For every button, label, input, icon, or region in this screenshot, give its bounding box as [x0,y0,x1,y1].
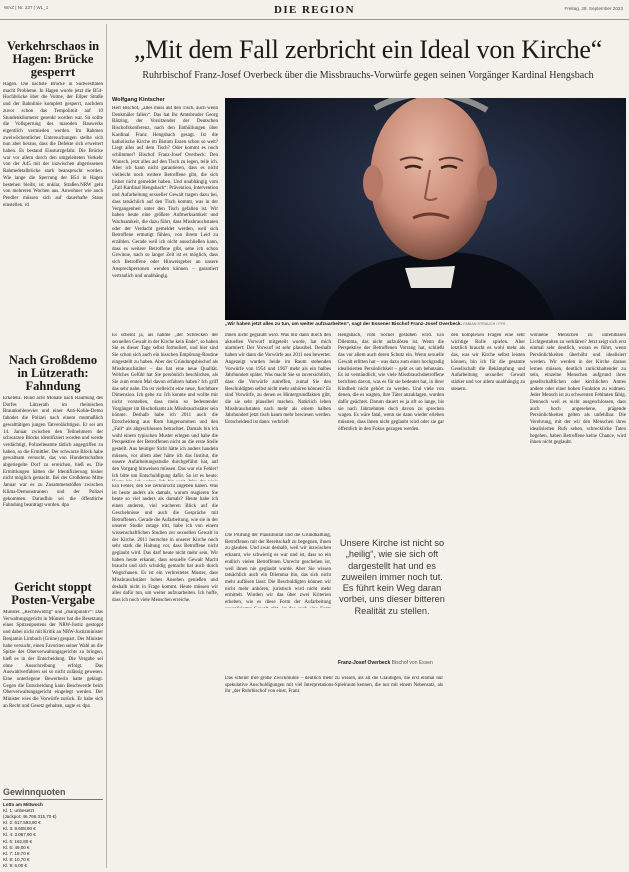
lottery-row: Kl. 8: 10,70 € [3,856,30,862]
page-header [0,0,629,20]
author-byline: Wolfgang Kintscher [112,97,165,103]
interview-text: Herr Bischof, „alles muss auf den Tisch, auch wenn Denkmäler fallen“. Das hat Ihr Amtsbruder Georg Bätzing, der Vorsitzender der Deutschen Bischofskonferenz, nach den Enthüllungen über Kardinal Franz Hengsbach gesagt. Ist die katholische Kirche im Bistum Essen schon so weit? Liegt alles auf dem Tisch? Oder kommt es noch schlimmer? Bischof Franz-Josef Overbeck: Den Wunsch, jetzt alles auf den Tisch zu legen, teile ich. Aber ich kann nicht garantieren, dass es nicht vielleicht noch weitere Betroffene gibt, die sich bisher nicht gemeldet haben. Und unabhängig vom „Fall Kardinal Hengsbach“: Prävention, Intervention und Aufarbeitung sexueller Gewalt tragen dazu bei, dass tatsächlich auf den Tisch kommt, was in der Vergangenheit unter den Tisch gefallen ist. Wir haben heute eine größere Aufmerksamkeit und Wachsamkeit, die dazu führt, dass Missbrauchstaten oder der Verdacht gemeldet werden, weil sich Betroffene ermutigt fühlen, von ihrem Leid zu erzählen. Gerade weil ich nicht ausschließen kann, dass es weitere Betroffene gibt, sehe ich schon Gewinne, nach so langer Zeit ist es möglich, dass sich Betroffene oder Hinweisgeber an unsere Ansprechpersonen wenden können – garantiert vertraulich und unabhängig. [112,106,218,279]
interview-text: Das scheint Ihre große Zwickmühle – deutlich mehr zu wissen, als all die Gläubigen, die erst einmal nur spekulative Anschuldigungen mit viel Interpretations-Spielraum kennen, die nur mit einem Nebensatz, als ihr „der Ruhrbischof von einst, Franz [225,676,443,695]
interview-text: ihnen nicht geglaubt wird. Was mir dann durch den aktuellen Vorwurf mitgeteilt wurde, hat mich alarmiert: Der Vorwurf ist sehr plausibel. Deshalb haben wir dann die Vorwürfe aus 2011 neu bewertet. Angezeigt wurden beide im Raum stehenden Vorwürfe von 1954 und 1967 mehr als ein halbes Jahrhundert später. Was macht Sie so zuversichtlich, dass die Vorwürfe zutreffen, zumal Sie den Beschuldigten selbst nicht mehr anhören können? Es sind Vorwürfe, zu denen es Hintergrundfakten gibt, die sie sehr plausibel machen. Natürlich leben Missbrauchstaten nach mehr als einem halben Jahrhundert jetzt tisch kaum mehr bewiesen werden. Entscheidend ist dann: verbrieft [225,333,331,426]
interview-column-1 [112,106,218,324]
issue-date: Freitag, 29. September 2023 [564,6,623,11]
article-body: Erkelenz. Rund acht Monate nach Räumung des Dorfes Lützerath im rheinischen Braunkohlerevier und einer Anti-Kohle-Demo fahndet die Polizei nach einem mutmaßlich gewalttätigen jungen Tatverdächtigen. Er sei am 14. Januar zwischen den Teilnehmern der schwarzen Blocks identifiziert worden und werde verdächtigt, Polizeibeamte tätlich angegriffen zu haben, so die Ermittler. Der schwarze Block habe gewaltsam versucht, das von Hundertschaften abgeriegelte Dorf zu erreichen, hieß es. Die Ermittlungen hätten die Identifizierung bisher nicht möglich gemacht. Bei der Großdemo Mitte Januar war es zu Zusammenstößen zwischen Klima-Demonstranten und der Polizei gekommen. Daraufhin sei die öffentliche Fahndung beantragt worden. dpa [3,396,103,509]
pull-quote-role: Bischof von Essen [391,660,433,666]
interview-text: wonnene Menschen zu unfehlbaren Lichtgestalten zu verklären? Jetzt zeigt sich erst einmal sehr deutlich, woran es führt, wenn Persönlichkeiten überhöht und idealisiert werden. Wir werden in der Kirche daraus lernen müssen, deutlich zurückhaltender zu sein, einzelne Menschen aufgrund ihres gesellschaftlichen oder kirchlichen Amtes andere oder einer hohen Funktion zu widmen. Jeder Mensch ist zu schwersten Fehltaten fähig. Dennoch weil es nicht ausgeschlossen, dass auch hoch angesehene, prägende Persönlichkeiten gelten als unfehlbar. Die Verehrung, mit der wir den Menschen ihres idealisierten Rufs sehen, schreckliche Taten begehen, haben Betroffene keine Chance, wird ihnen nicht geglaubt. [530,333,626,446]
interview-column-5 [530,333,626,866]
article-body: Münster. „Rechtswidrig“ und „manipulativ“: Das Verwaltungsgericht in Münster hat die Besetzung eines Spitzenpostens der NRW-Justiz gestoppt und dabei nicht mit Kritik an NRW-Justizminister Benjamin Limbach (Grüne) gespart. Der Minister habe versucht, einen Favoriten seiner Wahl an die Spitze des Oberverwaltungsgerichts zu bringen, hieß es in der Entscheidung. Die Vergabe sei ohne Ausschreibung erfolgt. Das Auswahlverfahren sei so nicht zulässig gewesen. Eine unterlegene Bewerberin hatte geklagt. Gegen die Entscheidung kann Beschwerde beim Oberverwaltungsgericht eingelegt werden. Der Minister wies die Vorwürfe zurück. Er habe sich an Recht und Gesetz gehalten, sagte er. dpa [3,610,103,709]
interview-column-2 [225,333,331,528]
column-divider [106,24,107,868]
interview-text: den komplexen Fragen eine sehr wichtige Rolle spielen. Aber letztlich braucht es wohl mehr als das, was wir Kirche selbst leisten können, bin ich für die gesamte Gesellschaft die Bekämpfung und Aufarbeitung sexueller Gewalt stärker und vor allem unabhängig zu steuern. [451,333,525,392]
lottery-row: Kl. 4: 3.067,90 € [3,832,36,838]
lottery-row: (Jackpot: 46.766.315,70 €) [3,814,57,820]
article-headline: Verkehrschaos in Hagen: Brücke gesperrt [6,39,100,79]
pull-quote-name: Franz-Josef Overbeck [338,660,391,666]
section-title: DIE REGION [274,4,355,16]
pull-quote: Unsere Kirche ist nicht so „heilig“, wie sie sich oft dargestellt hat und es zuweilen immer noch tut. Es führt kein Weg daran vorbei, uns dieser bitteren Realität zu stellen. [339,538,445,616]
issue-meta: WAZ | Nr. 227 | WL_1 [4,5,49,10]
interview-text: Es scheint ja, als nähme „der Schrecken der sexuellen Gewalt in der Kirche kein Ende“, so haben Sie es dieser Tage selbst formuliert, und hier sind Sie schon sich auch ein hisschen Empörung-Routine eingestellt zu haben. Aber der Gründungsbischof als Missbrauchstäter – das hat eine neue Qualität. Welches Gefühl hat Sie persönlich beschlichen, als Sie zum ersten Mal davon erfahren haben? Ich griff das sehr nahe. Da ist vielleicht eine neue, furchtbare Dimension. Ich gebe zu: Ich konnte und wollte mir nicht vorstellen, dass mein so bedeutender Vorgänger im Bischofsamt als Missbrauchstäter sein könnte. Deshalb habe ich 2011 auch die Entscheidung aus Rom hingenommen und den „Fall“ als abgeschlossen betrachtet. Damals bin ich wohl einem typischen Muster erlegen und habe die Perspektive der Betroffenen nicht an die erste Stelle gestellt. Aus heutiger Sicht hätte ich anders handeln müssen, vor allem aber hätte ich das Institut, die unsere Aufarbeitungsstudie durchgeführt hat, auf den Vorgang hinweisen müssen. Das war ein Fehler! Ich bitte um Entschuldigung dafür. So ist es heute: [112,333,218,479]
interview-column-4 [451,333,525,866]
interview-column-2-mid [225,533,331,608]
caption-text: „Wir haben jetzt alles zu tun, um weiter aufzuarbeiten“, sagt der Essener Bischof Franz-Josef Overbeck. [225,322,462,327]
lottery-row: Kl. 2: 617.593,90 € [3,820,41,826]
lottery-results [3,802,103,868]
left-column [3,23,103,868]
interview-text: Hengsbach, vom Sockel gestoßen wird. Ein Dilemma, das nicht aufzulösen ist. Wenn die Perspektive der Betroffenen Vorrang hat, schließt das vor allem auch deren Schutz ein. Wenn sexuelle Gewalt erlitten hat – was dazu zum einer hochgradig idealisierten Persönlichkeit – geht es um behutsam. Es ist verständlich, wie viele Missbrauchsbetroffene berichten davon, was es für sie bedeutet hat, in ihrer Kindheit nicht gehört zu werden. Und viele von denen, die es wagten, ihre Täter anzuklagen, wurden dafür geächtet. Darum dauert es ja oft so lange, bis sie nach Jahrzehnten doch davon zu sprechen wagen. Es wäre fatal, wenn sie dann wieder erleben müssten, dass ihnen nicht geglaubt wird oder sie gar öffentlich in den Fokus gezogen werden. [338,333,444,432]
article-headline: Gericht stoppt Posten-Vergabe [11,580,95,607]
bishop-photo [225,98,626,320]
lottery-row: Kl. 1: unbesetzt [3,808,35,814]
photo-caption [225,322,626,327]
pull-quote-source [338,660,446,666]
lottery-row: Kl. 3: 9.608,90 € [3,826,36,832]
photo-credit: FABIAN STRAUCH / FFS [463,322,506,326]
interview-column-1c [112,484,218,864]
lottery-row: Kl. 9: 6,00 € [3,862,28,868]
article-headline: Nach Großdemo in Lützerath: Fahndung [8,353,98,393]
article-body: Hagen. Die nächste Brücke in Südwestfalen macht Probleme. In Hagen wurde jetzt die B54-Hochbrücke über die Volme, der Eilper Straße und der Bahnlinie komplett gesperrt, nachdem zuvor schon das Tempolimit auf 10 Stundenkilometer gesenkt worden war. So sollte die Vollsperrung des maroden Bauwerks eigentlich vermieden werden. Im Rahmen zweiwöchentlicher Untersuchungen stellte sich nun aber heraus, dass die Defekte sich erweitert haben. Es bestand Einsturzgefahr. Die Brücke war vor allem durch den umgeleiteten Verkehr von der A45 mit der inzwischen abgerissenen Rahmedetalbrücke stark beansprucht worden. Wie lange die Sperrung der B54 in Hagen bestehen bleibt, ist unklar, Straßen.NRW geht von mehreren Wochen aus. Anwohner wie auch Pendler müssen sich auf dauerhafte Staus einstellen. rd [3,82,103,208]
lottery-heading: Gewinnquoten [3,787,103,800]
lottery-row: Kl. 5: 162,80 € [3,838,33,844]
lottery-row: Kl. 6: 49,00 € [3,844,30,850]
interview-column-1b [112,333,218,481]
main-subheadline: Ruhrbischof Franz-Josef Overbeck über die Missbrauchs-Vorwürfe gegen seinen Vorgänger Kardinal Hengsbach [142,70,594,81]
lottery-draw: Lotto am Mittwoch [3,802,43,807]
interview-text: Ein Fehler, den Sie zerknirscht zugeben haben. Was ist heute anders als damals, warum reagieren Sie heute so viel anders als damals? Heute habe ich einen anderen, viel wacheren Blick auf die Geschehnisse und auch die Gespräche mit Betroffenen. Gerade die Aufarbeitung, wie sie in der unserer Studie zutage tritt, habe ich von einem wissenschaftlichen Studien zur sexuellen Gewalt in der Kirche. 2011 herrschte in unserer Kirche noch sehr stark die Haltung vor, dass Betroffene nicht geglaubt wird. Das darf heute nicht mehr sein. Wir haben heute erkannt, dass sexuelle Gewalt Macht braucht und sich schuldig gemacht hat auch durch Wegschauen. Es ist ein verbreitetes Muster, dass Missbrauchstäter hohes Ansehen genießen und deshalb nicht in Frage kommt. Heute müssen wir alles dafür tun, um weiter aufzuarbeiten. Ich hoffe, dass ich noch viele Menschen erreiche. [112,484,218,603]
lottery-row: Kl. 7: 19,70 € [3,850,30,856]
interview-column-3 [338,333,444,533]
interview-column-2b [225,676,443,866]
portrait-image [225,98,626,320]
interview-text: Die Prüfung der Plausibilität und die Grundhaltung, Betroffenen mit der Bereitschaft zu begegnen, ihnen zu glauben. Und zwar deshalb, weil wir inzwischen erkannt, wie schwierig es war und ist, dass so ein endlich vielen Betroffenen Unrecht geschehen ist, weil ihnen nie geglaubt wurde. Aber Sie wissen tatsächlich auch ein Dilemma bin, das sich nicht mehr auflösen lässt: Die Beschuldigten können wir nicht mehr anhören, juristisch wird nicht mehr ermittelt. Wurden wir das über zwei Kriterien erheben, wie es diese Form der Aufarbeitung [225,533,331,606]
main-headline: „Mit dem Fall zerbricht ein Ideal von Kirche“ [133,35,603,64]
